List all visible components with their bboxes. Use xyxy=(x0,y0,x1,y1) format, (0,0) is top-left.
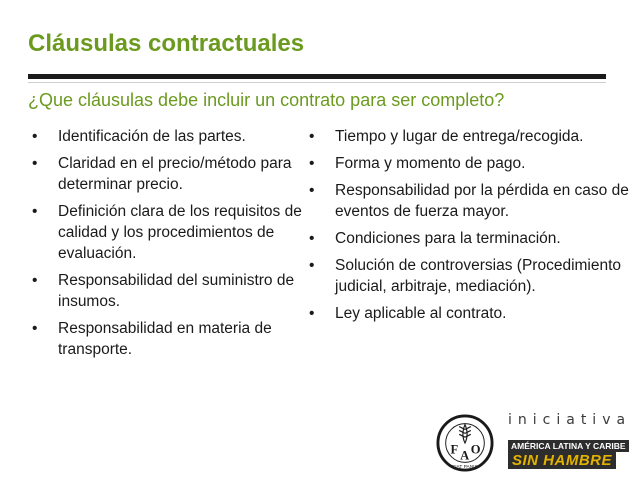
list-item-text: Solución de controversias (Procedimiento judicial, arbitraje, mediación). xyxy=(335,257,622,295)
bullet-icon: • xyxy=(309,128,315,145)
list-item xyxy=(30,270,302,312)
list-item-text: Responsabilidad en materia de transporte. xyxy=(58,320,272,358)
list-item-text: Responsabilidad por la pérdida en caso de eventos de fuerza mayor. xyxy=(335,182,629,220)
list-item xyxy=(307,180,637,222)
list-item-text: Responsabilidad del suministro de insumos. xyxy=(58,272,295,310)
fao-letter-a: A xyxy=(460,448,470,463)
list-item xyxy=(307,255,637,297)
fao-letter-f: F xyxy=(450,442,459,457)
partner-logos xyxy=(436,410,632,474)
initiative-word: iniciativa xyxy=(508,412,632,428)
title-divider-thin xyxy=(28,82,606,83)
bullet-icon: • xyxy=(309,305,315,322)
right-bullet-list xyxy=(307,126,637,330)
list-item xyxy=(307,153,637,174)
initiative-region-text: AMÉRICA LATINA Y CARIBE xyxy=(508,440,629,452)
title-divider xyxy=(28,74,606,79)
bullet-icon: • xyxy=(309,155,315,172)
list-item xyxy=(30,201,302,264)
list-item xyxy=(307,228,637,249)
initiative-region xyxy=(508,440,629,452)
list-item xyxy=(307,126,637,147)
bullet-icon: • xyxy=(32,320,38,337)
list-item-text: Definición clara de los requisitos de calidad y los procedimientos de evaluación. xyxy=(58,203,302,262)
list-item xyxy=(30,126,302,147)
slide-title: Cláusulas contractuales xyxy=(28,30,305,57)
list-item xyxy=(30,153,302,195)
bullet-icon: • xyxy=(309,257,315,274)
fao-motto: FIAT PANIS xyxy=(452,465,478,471)
list-item-text: Tiempo y lugar de entrega/recogida. xyxy=(335,128,584,145)
list-item-text: Forma y momento de pago. xyxy=(335,155,526,172)
list-item xyxy=(30,318,302,360)
list-item-text: Identificación de las partes. xyxy=(58,128,246,145)
bullet-icon: • xyxy=(32,128,38,145)
list-item-text: Condiciones para la terminación. xyxy=(335,230,561,247)
bullet-icon: • xyxy=(32,272,38,289)
initiative-slogan: SIN HAMBRE xyxy=(508,452,616,469)
fao-logo-icon xyxy=(436,414,494,472)
slide-subtitle: ¿Que cláusulas debe incluir un contrato para ser completo? xyxy=(28,90,505,110)
fao-letter-o: O xyxy=(470,442,481,457)
bullet-icon: • xyxy=(309,230,315,247)
list-item-text: Claridad en el precio/método para determinar precio. xyxy=(58,155,292,193)
bullet-icon: • xyxy=(309,182,315,199)
list-item-text: Ley aplicable al contrato. xyxy=(335,305,507,322)
left-bullet-list xyxy=(30,126,302,366)
bullet-icon: • xyxy=(32,203,38,220)
list-item xyxy=(307,303,637,324)
bullet-icon: • xyxy=(32,155,38,172)
